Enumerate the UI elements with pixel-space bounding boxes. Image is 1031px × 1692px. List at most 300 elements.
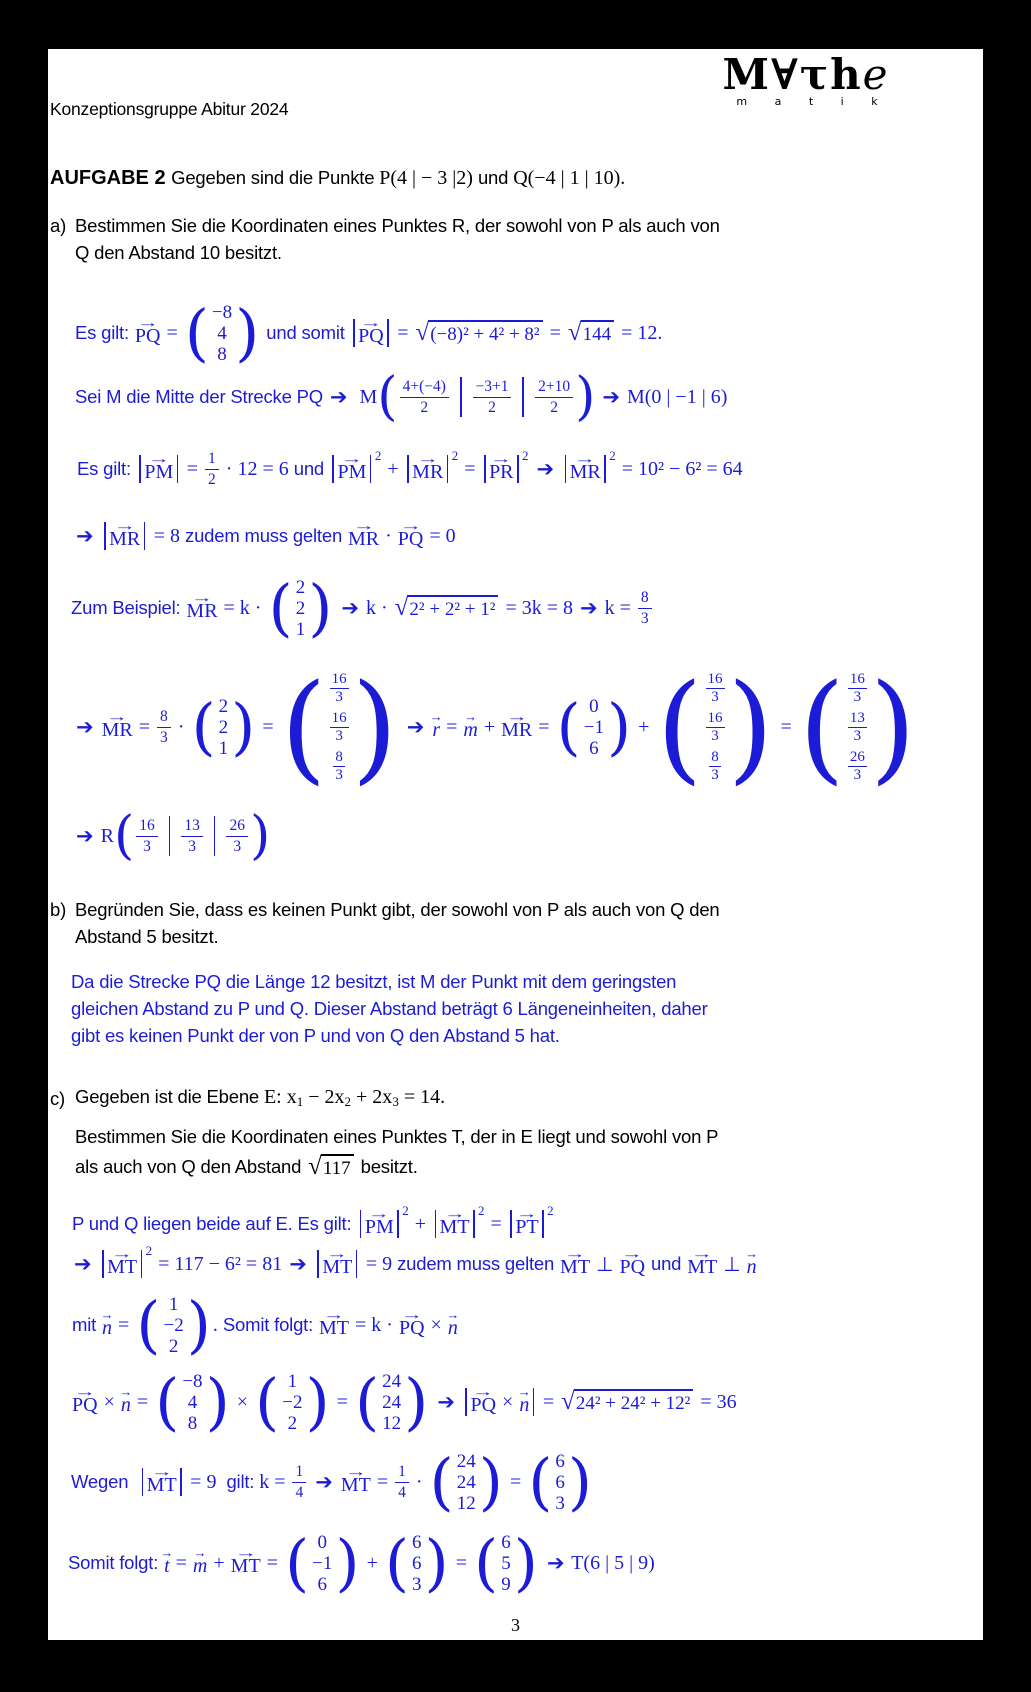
arrow-icon: ➔ [76, 714, 94, 739]
math-text: ⊥ [718, 1253, 746, 1276]
math-line-a4 [74, 519, 456, 553]
vector: PM → [337, 455, 366, 483]
text: Es gilt: [75, 322, 134, 343]
subscript: 1 [296, 1094, 304, 1109]
vector-entry: 1 [168, 1293, 179, 1315]
vector: PM → [365, 1210, 394, 1238]
math-line-c2 [72, 1245, 758, 1283]
denominator: 3 [853, 689, 862, 705]
numerator: 16 [706, 671, 725, 690]
math-text [96, 716, 101, 739]
column-vector [184, 295, 260, 369]
vector: MR → [348, 522, 379, 550]
math-text: = 8 [148, 524, 186, 547]
vector-entries [379, 1371, 404, 1434]
column-vector [255, 1364, 330, 1438]
fraction [330, 671, 349, 706]
denominator: 3 [711, 689, 719, 705]
vector: MT → [687, 1250, 717, 1278]
denominator: 4 [295, 1483, 304, 1501]
left-paren: ( [136, 1287, 161, 1361]
denominator: 3 [335, 689, 343, 705]
exponent: 2 [374, 448, 382, 463]
vector-entry: 8 [187, 1412, 198, 1434]
vector: n → [448, 1311, 458, 1339]
vector-entry: −1 [312, 1552, 333, 1574]
math-line-a7 [74, 805, 271, 866]
math-text: T(6 | 5 | 9) [566, 1551, 655, 1574]
page-number: 3 [511, 1615, 520, 1635]
numerator: 4+(−4) [400, 378, 449, 398]
left-paren: ( [284, 1525, 310, 1599]
math-text: = k · [218, 596, 267, 619]
absolute-value [405, 448, 459, 483]
task-a-line2: Q den Abstand 10 besitzt. [75, 242, 282, 263]
square-root [308, 1154, 354, 1180]
mathe-logo [696, 49, 916, 108]
right-paren: ) [235, 295, 260, 369]
task-c2-line2 [75, 1150, 418, 1184]
vector: MR → [102, 713, 133, 741]
vector: MT → [341, 1468, 371, 1496]
vector: n → [519, 1388, 529, 1416]
arrow-icon: ➔ [546, 1550, 565, 1575]
math-text: + [361, 1551, 383, 1574]
arrow-icon: ➔ [602, 384, 620, 409]
absolute-value [315, 1250, 360, 1278]
column-vector [280, 657, 398, 796]
column-vector [556, 689, 632, 763]
arrow-icon: ➔ [580, 595, 598, 620]
task-a-line1: Bestimmen Sie die Koordinaten eines Punktes R, der sowohl von P als auch von [75, 215, 720, 236]
math-text: = 12. [616, 321, 663, 344]
abs-bar [533, 1388, 535, 1416]
vector: MT → [231, 1549, 261, 1577]
abs-bar [407, 455, 409, 483]
mathe-logo-top [696, 49, 916, 101]
vector-entry: 2 [218, 716, 229, 738]
left-paren: ( [798, 657, 845, 796]
numerator: 8 [638, 589, 652, 609]
math-text: = [113, 1313, 135, 1336]
math-text: E: x [263, 1085, 297, 1108]
column-vector [384, 1525, 449, 1599]
left-paren: ( [377, 366, 398, 427]
separator-bar [522, 377, 524, 417]
absolute-value [137, 455, 181, 483]
task-b-paragraph [50, 896, 720, 950]
subscript: 2 [344, 1094, 352, 1109]
right-paren: ) [869, 657, 916, 796]
vector-entry: 3 [412, 1573, 422, 1595]
math-text: M(0 | −1 | 6) [621, 385, 728, 408]
arrow-icon: ➔ [76, 823, 94, 848]
text: mit [72, 1314, 102, 1335]
math-text: = [181, 457, 204, 480]
vector-entry: 2 [295, 597, 306, 619]
denominator: 2 [488, 398, 496, 416]
math-text: + [382, 457, 404, 480]
denominator: 3 [853, 728, 862, 744]
denominator: 2 [420, 398, 429, 416]
fraction [333, 749, 345, 784]
arrow-icon: ➔ [341, 595, 359, 620]
document-page [48, 49, 983, 1640]
abs-bar [435, 1210, 437, 1238]
vector-entry: −8 [182, 1370, 203, 1392]
right-paren: ) [727, 657, 774, 796]
right-paren: ) [478, 1444, 503, 1518]
absolute-value [357, 1203, 409, 1238]
right-paren: ) [308, 570, 333, 644]
task-c-plane-equation [75, 1081, 445, 1113]
text: Gegeben sind die Punkte [171, 167, 380, 188]
abs-bar [317, 1250, 319, 1278]
vector-entry: −2 [282, 1391, 303, 1413]
math-text [457, 1391, 462, 1414]
math-text: = 14. [398, 1085, 446, 1108]
column-vector [656, 657, 774, 796]
vector: MT → [319, 1311, 349, 1339]
right-paren: ) [335, 1525, 360, 1599]
left-paren: ( [474, 1525, 499, 1599]
fraction [157, 708, 171, 747]
fraction [848, 671, 867, 706]
math-text: = [261, 1551, 283, 1574]
text: Zum Beispiel: [71, 597, 186, 618]
vector: MT → [147, 1468, 177, 1496]
task-b-label: b) [50, 899, 67, 920]
vector: PQ → [135, 319, 161, 347]
text: besitzt. [355, 1156, 418, 1177]
numerator: 16 [136, 817, 158, 837]
separator-bar [460, 377, 462, 417]
abs-bar [473, 1210, 475, 1238]
math-text: × [98, 1390, 120, 1413]
task-b-line2: Abstand 5 besitzt. [75, 926, 219, 947]
right-paren: ) [231, 689, 256, 763]
answer-b-line2: gleichen Abstand zu P und Q. Dieser Abstand beträgt 6 Längeneinheiten, daher [71, 998, 708, 1019]
vector-entry: 24 [456, 1471, 476, 1493]
column-vector [284, 1525, 360, 1599]
math-text [400, 716, 405, 739]
left-paren: ( [384, 1525, 410, 1599]
abs-bar [517, 455, 519, 483]
math-text: = [504, 1470, 527, 1493]
right-paren: ) [575, 366, 596, 427]
radical-icon: √ [567, 319, 582, 346]
vector-entry: 24 [382, 1370, 402, 1392]
vector: MR → [501, 713, 532, 741]
denominator: 4 [398, 1483, 406, 1501]
fraction [535, 378, 573, 417]
math-text [530, 458, 535, 481]
abs-bar [565, 455, 567, 483]
abs-bar [387, 319, 389, 347]
math-text: + [478, 715, 501, 738]
vector: PQ → [72, 1388, 98, 1416]
math-text: M [349, 385, 378, 408]
vector-entry: 4 [187, 1391, 198, 1413]
subscript: 3 [392, 1094, 399, 1109]
abs-bar [484, 455, 486, 483]
task-b-line1: Begründen Sie, dass es keinen Punkt gibt, der sowohl von P als auch von Q den [75, 899, 720, 920]
right-paren: ) [351, 657, 398, 796]
math-text: = 117 − 6² = 81 [153, 1252, 288, 1275]
absolute-value [562, 448, 616, 483]
numerator: 16 [706, 710, 725, 729]
text: und [646, 1253, 687, 1274]
denominator: 3 [335, 728, 343, 744]
left-paren: ( [113, 805, 135, 866]
vector-entry: 2 [287, 1412, 298, 1434]
exponent: 2 [451, 448, 459, 463]
math-line-a3 [77, 447, 743, 491]
math-text: ⊥ [591, 1253, 619, 1276]
fraction [848, 749, 867, 784]
abs-bar [370, 455, 372, 483]
task-a-label: a) [50, 215, 67, 236]
denominator: 3 [233, 837, 242, 855]
vector-entries [209, 302, 235, 365]
numerator: 8 [157, 708, 171, 728]
math-text: = [133, 715, 156, 738]
math-text [540, 1552, 545, 1575]
vector-entry: 6 [412, 1531, 422, 1553]
left-paren: ( [184, 295, 209, 369]
text: Wegen [71, 1471, 139, 1492]
task-a-paragraph [50, 212, 720, 266]
left-paren: ( [556, 689, 581, 763]
numerator: 1 [395, 1463, 409, 1483]
denominator: 2 [208, 470, 216, 488]
right-paren: ) [404, 1364, 429, 1438]
numerator: 1 [205, 450, 219, 470]
arrow-icon: ➔ [74, 1251, 92, 1276]
task-c-label: c) [50, 1088, 66, 1109]
numerator: 8 [709, 749, 721, 768]
fraction [848, 710, 867, 745]
vector: PT → [515, 1210, 538, 1238]
vector-entry: 6 [501, 1531, 511, 1553]
vector-entry: 1 [295, 618, 306, 640]
abs-bar [447, 455, 449, 483]
numerator: 16 [848, 671, 867, 690]
square-root [561, 1389, 693, 1415]
logo-top-text: M∀τh [722, 50, 863, 99]
vector-entries [498, 1532, 514, 1595]
vector-entry: 2 [295, 576, 306, 598]
fraction [706, 671, 725, 706]
heading-text: AUFGABE 2 [50, 166, 172, 189]
fraction [136, 817, 158, 856]
vector-entry: 6 [589, 737, 599, 759]
exponent: 2 [522, 448, 529, 463]
vector-entries [179, 1371, 205, 1434]
vector-entry: 4 [217, 322, 227, 344]
text: Somit folgt: [222, 1314, 318, 1335]
column-vector [429, 1444, 503, 1518]
abs-bar [142, 1468, 144, 1496]
vector-entry: 1 [287, 1370, 298, 1392]
vector: m → [463, 713, 477, 741]
right-paren: ) [186, 1287, 211, 1361]
math-text: = [131, 1390, 154, 1413]
vector-entry: −8 [211, 301, 233, 323]
math-text: = [459, 457, 481, 480]
math-text: k = [259, 1470, 291, 1493]
math-text: + 2x [351, 1085, 393, 1108]
vector-entry: 24 [382, 1391, 402, 1413]
absolute-value [330, 448, 382, 483]
separator-bar [169, 816, 171, 856]
fraction [638, 589, 652, 628]
right-paren: ) [513, 1525, 538, 1599]
left-paren: ( [354, 1364, 380, 1438]
numerator: 13 [848, 710, 867, 729]
math-text: · [410, 1470, 428, 1493]
math-line-c5 [71, 1443, 594, 1521]
math-text: = 10² − 6² = 64 [616, 457, 743, 480]
vector: PQ → [398, 522, 424, 550]
numerator: 16 [330, 671, 349, 690]
text: Es gilt: [77, 458, 136, 479]
vector-entry: 6 [317, 1573, 327, 1595]
absolute-value [463, 1388, 537, 1416]
math-line-c4 [71, 1363, 737, 1441]
right-paren: ) [567, 1444, 593, 1518]
math-text: × [497, 1390, 519, 1413]
radical-icon: √ [308, 1153, 322, 1180]
absolute-value [508, 1203, 554, 1238]
numerator: 1 [292, 1463, 306, 1483]
square-root [568, 320, 614, 346]
denominator: 3 [143, 837, 151, 855]
abs-bar [177, 455, 179, 483]
math-line-a6 [74, 659, 918, 795]
math-line-c3 [72, 1285, 459, 1365]
mathe-logo-bottom: m a t i k [736, 95, 890, 108]
math-text: − 2x [303, 1085, 345, 1108]
numerator: 13 [181, 817, 203, 837]
arrow-icon: ➔ [329, 384, 348, 409]
left-paren: ( [656, 657, 703, 796]
vector: MR → [570, 455, 601, 483]
vector-entries [454, 1451, 479, 1514]
abs-bar [144, 522, 146, 550]
separator-bar [214, 816, 216, 856]
abs-bar [141, 1250, 143, 1278]
math-text [309, 1253, 314, 1276]
vector-entry: 2 [218, 695, 229, 717]
radical-icon: √ [394, 594, 409, 621]
right-paren: ) [424, 1525, 449, 1599]
arrow-icon: ➔ [536, 456, 555, 481]
math-text: × [425, 1313, 447, 1336]
abs-bar [102, 1250, 104, 1278]
math-text: R [95, 824, 114, 847]
denominator: 3 [711, 728, 719, 744]
text: Somit folgt: [68, 1552, 164, 1573]
column-vector [474, 1525, 538, 1599]
math-text [334, 597, 339, 620]
math-line-c1 [72, 1205, 555, 1243]
math-text: × [231, 1390, 254, 1413]
abs-bar [332, 455, 334, 483]
abs-bar [353, 319, 355, 347]
fraction [706, 710, 725, 745]
task-c2-line1: Bestimmen Sie die Koordinaten eines Punktes T, der in E liegt und sowohl von P [75, 1126, 719, 1147]
vector-entries [293, 577, 309, 640]
absolute-value [482, 448, 529, 483]
right-paren: ) [305, 1364, 330, 1438]
vector-entries [216, 696, 232, 759]
abs-bar [139, 455, 141, 483]
vector-entries [161, 1294, 187, 1357]
abs-bar [465, 1388, 467, 1416]
vector: MT → [107, 1250, 137, 1278]
vector-entries [409, 1532, 425, 1595]
vector: t → [164, 1549, 170, 1577]
vector-entry: 9 [501, 1573, 511, 1595]
math-line-a2 [75, 366, 728, 427]
absolute-value [139, 1468, 184, 1496]
logo-top-e: e [862, 50, 890, 99]
math-text: + [208, 1551, 230, 1574]
vector-entry: 12 [456, 1492, 476, 1514]
math-text: = [371, 1470, 394, 1493]
vector: r → [432, 713, 440, 741]
text: gilt: [226, 1471, 260, 1492]
vector: n → [747, 1250, 757, 1278]
abs-bar [397, 1210, 399, 1238]
fraction [473, 378, 512, 417]
vector-entry: 5 [501, 1552, 511, 1574]
denominator: 3 [188, 837, 196, 855]
vector: PQ → [358, 319, 384, 347]
text: als auch von Q den Abstand [75, 1156, 307, 1177]
math-text: = [441, 715, 463, 738]
fraction [181, 817, 203, 856]
math-text: · [172, 715, 190, 738]
numerator: 26 [848, 749, 867, 768]
vector-entries [279, 1371, 305, 1434]
math-text: Q(−4 | 1 | 10). [513, 166, 626, 189]
math-text: = [161, 321, 183, 344]
answer-b-line1: Da die Strecke PQ die Länge 12 besitzt, ist M der Punkt mit dem geringsten [71, 971, 677, 992]
vector-entry: 24 [456, 1450, 476, 1472]
abs-bar [180, 1468, 182, 1496]
math-text: · [380, 524, 397, 547]
arrow-icon: ➔ [406, 714, 425, 739]
math-text [556, 458, 561, 481]
math-text [96, 525, 101, 548]
vector: MT → [322, 1250, 352, 1278]
vector-entries [552, 1451, 568, 1514]
right-paren: ) [205, 1364, 230, 1438]
answer-b-line3: gibt es keinen Punkt der von P und von Q den Abstand 5 hat. [71, 1025, 560, 1046]
vector-entry: 8 [217, 343, 227, 365]
header-institution: Konzeptionsgruppe Abitur 2024 [50, 99, 289, 119]
vector-entries [581, 696, 607, 759]
vector: n → [102, 1311, 112, 1339]
fraction [400, 378, 449, 417]
math-text: = [392, 321, 414, 344]
radicand: 144 [581, 320, 615, 346]
task-c2-line1-wrap [75, 1123, 718, 1150]
text: Gegeben ist die Ebene [75, 1086, 264, 1107]
numerator: 16 [330, 710, 349, 729]
